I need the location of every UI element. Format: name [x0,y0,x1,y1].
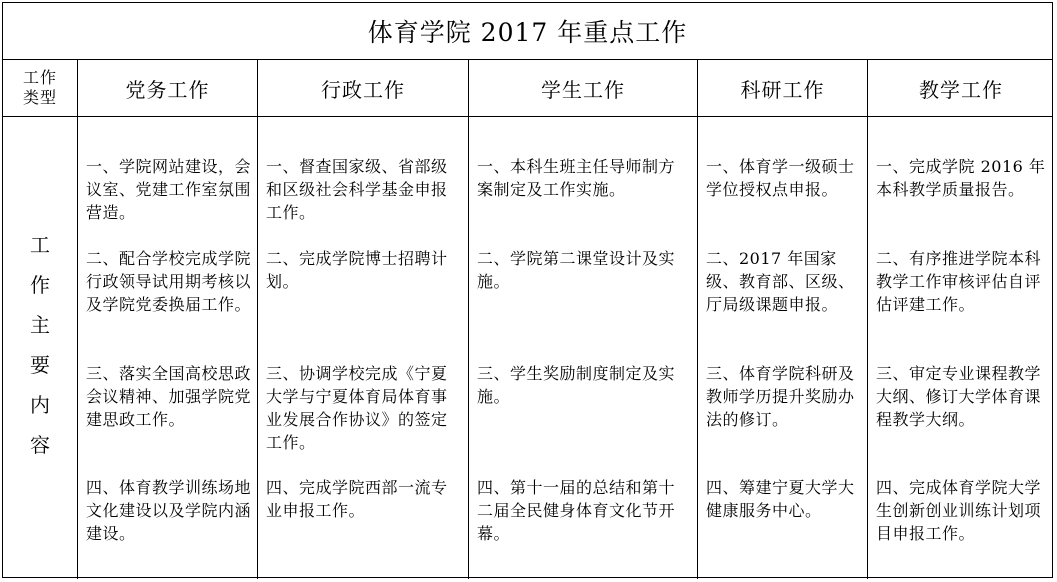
party-item-4: 四、体育教学训练场地文化建设以及学院内涵建设。 [86,478,252,543]
student-item-2: 二、学院第二课堂设计及实施。 [477,249,676,291]
row-label-char: 工 [30,233,50,257]
work-type-header-line1: 工作 [22,68,57,87]
column-student-content [469,117,698,579]
party-item-2: 二、配合学校完成学院行政领导试用期考核以及学院党委换届工作。 [86,249,252,314]
research-item-2: 二、2017 年国家级、教育部、区级、厅局级课题申报。 [706,249,855,314]
admin-item-3: 三、协调学校完成《宁夏大学与宁夏体育局体育事业发展合作协议》的签定工作。 [266,364,448,452]
column-header-party: 党务工作 [78,60,258,116]
content-row [3,117,1052,579]
work-type-header-line2: 类型 [22,88,57,107]
party-item-3: 三、落实全国高校思政会议精神、加强学院党建思政工作。 [86,364,252,429]
work-type-header [3,60,78,116]
column-admin-content [258,117,469,579]
header-row [3,60,1052,117]
teaching-item-2: 二、有序推进学院本科教学工作审核评估自评估评建工作。 [876,249,1042,314]
teaching-item-4: 四、完成体育学院大学生创新创业训练计划项目申报工作。 [876,478,1042,543]
column-header-admin: 行政工作 [258,60,469,116]
work-plan-table [2,2,1053,578]
research-item-4: 四、筹建宁夏大学大健康服务中心。 [706,478,855,520]
column-teaching-content [868,117,1054,579]
student-item-1: 一、本科生班主任导师制方案制定及工作实施。 [477,157,676,199]
column-header-teaching: 教学工作 [919,77,1003,102]
column-party-content [78,117,258,579]
table-title: 体育学院 2017 年重点工作 [3,3,1052,60]
admin-item-4: 四、完成学院西部一流专业申报工作。 [266,478,448,520]
row-label-char: 作 [30,273,50,297]
column-header-student: 学生工作 [469,60,698,116]
teaching-item-3: 三、审定专业课程教学大纲、修订大学体育课程教学大纲。 [876,364,1042,429]
student-item-4: 四、第十一届的总结和第十二届全民健身体育文化节开幕。 [477,478,676,543]
row-label-char: 要 [30,353,50,377]
research-item-1: 一、体育学一级硕士学位授权点申报。 [706,157,855,199]
admin-item-1: 一、督查国家级、省部级和区级社会科学基金申报工作。 [266,157,448,222]
party-item-1: 一、学院网站建设，会议室、党建工作室氛围营造。 [86,157,252,222]
teaching-item-1: 一、完成学院 2016 年本科教学质量报告。 [876,157,1046,199]
admin-item-2: 二、完成学院博士招聘计划。 [266,249,448,291]
research-item-3: 三、体育学院科研及教师学历提升奖励办法的修订。 [706,364,855,429]
row-label-char: 主 [30,313,50,337]
row-label-char: 内 [30,393,50,417]
row-label-char: 容 [30,433,50,457]
student-item-3: 三、学生奖励制度制定及实施。 [477,364,676,406]
column-header-research: 科研工作 [698,60,868,116]
column-research-content [698,117,868,579]
row-label-main-content [3,117,78,579]
